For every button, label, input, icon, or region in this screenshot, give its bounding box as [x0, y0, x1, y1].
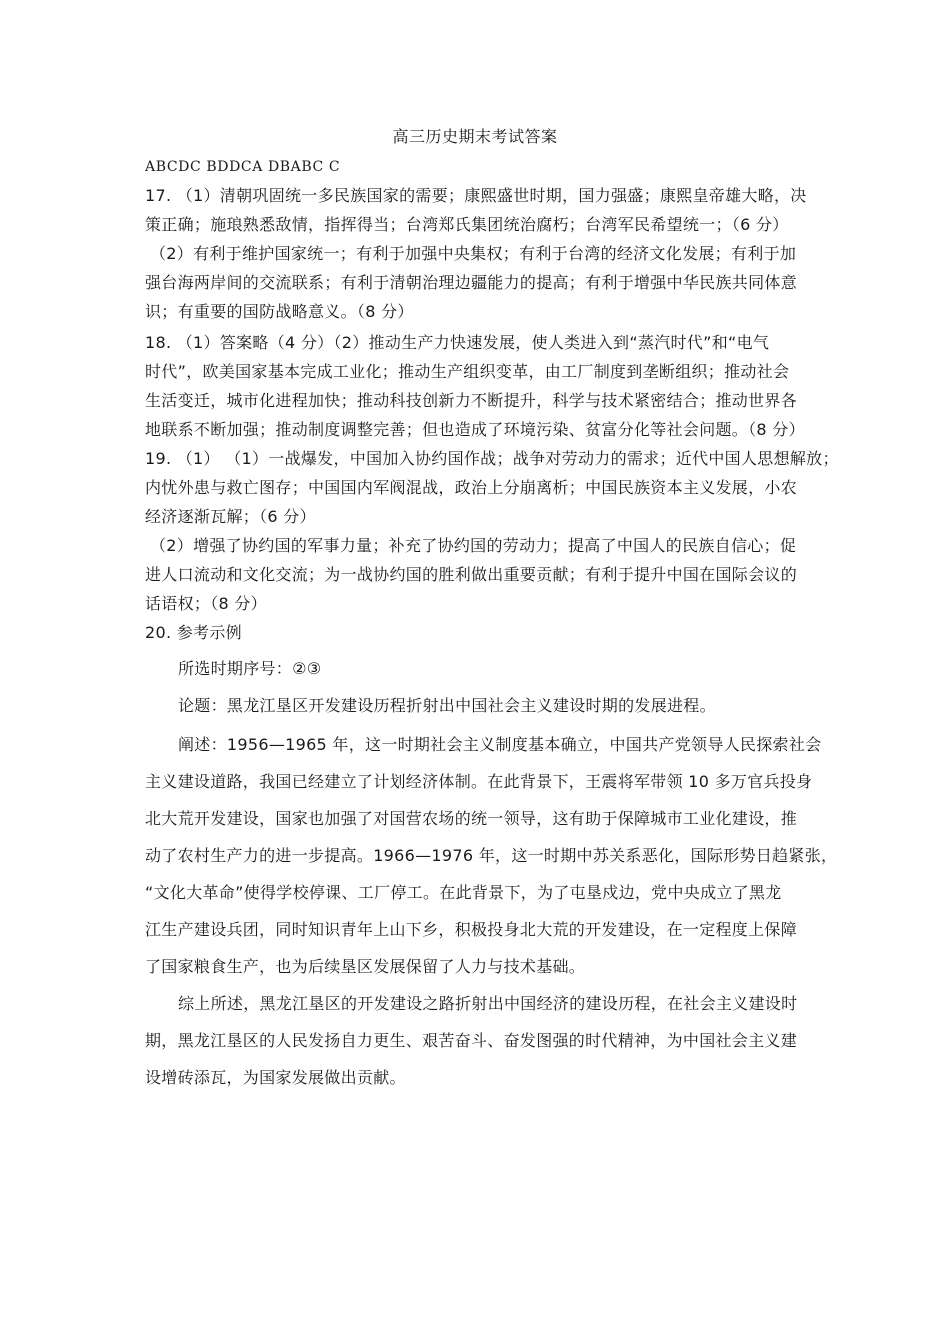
q20-para-1-line-7: 了国家粮食生产，也为后续垦区发展保留了人力与技术基础。 — [145, 957, 586, 976]
q17-line-5: 识；有重要的国防战略意义。（8 分） — [145, 302, 414, 321]
q20-para-1-line-1: 阐述：1956—1965 年，这一时期社会主义制度基本确立，中国共产党领导人民探索社会 — [178, 735, 822, 754]
q20-thesis: 论题：黑龙江垦区开发建设历程折射出中国社会主义建设时期的发展进程。 — [178, 696, 716, 715]
q18-line-1: 18. （1）答案略（4 分）（2）推动生产力快速发展，使人类进入到“蒸汽时代”和“电气 — [145, 333, 770, 352]
q20-para-1-line-6: 江生产建设兵团，同时知识青年上山下乡，积极投身北大荒的开发建设，在一定程度上保障 — [145, 920, 798, 939]
choice-answers: ABCDC BDDCA DBABC C — [145, 159, 341, 175]
q18-line-3: 生活变迁，城市化进程加快；推动科技创新力不断提升，科学与技术紧密结合；推动世界各 — [145, 391, 798, 410]
q19-line-5: 进人口流动和文化交流；为一战协约国的胜利做出重要贡献；有利于提升中国在国际会议的 — [145, 565, 798, 584]
q19-line-6: 话语权；（8 分） — [145, 594, 267, 613]
q20-para-2-line-1: 综上所述，黑龙江垦区的开发建设之路折射出中国经济的建设历程，在社会主义建设时 — [178, 994, 798, 1013]
q19-line-2: 内忧外患与救亡图存；中国国内军阀混战，政治上分崩离析；中国民族资本主义发展，小农 — [145, 478, 798, 497]
q17-line-2: 策正确；施琅熟悉敌情，指挥得当；台湾郑氏集团统治腐朽；台湾军民希望统一；（6 分） — [145, 215, 789, 234]
q18-line-4: 地联系不断加强；推动制度调整完善；但也造成了环境污染、贫富分化等社会问题。（8 分） — [145, 420, 805, 439]
q20-para-1-line-5: “文化大革命”使得学校停课、工厂停工。在此背景下，为了屯垦戍边，党中央成立了黑龙 — [145, 883, 782, 902]
q17-line-4: 强台海两岸间的交流联系；有利于清朝治理边疆能力的提高；有利于增强中华民族共同体意 — [145, 273, 798, 292]
q20-para-1-line-3: 北大荒开发建设，国家也加强了对国营农场的统一领导，这有助于保障城市工业化建设，推 — [145, 809, 798, 828]
q17-line-1: 17. （1）清朝巩固统一多民族国家的需要；康熙盛世时期，国力强盛；康熙皇帝雄大略，决 — [145, 186, 807, 205]
q20-para-1-line-4: 动了农村生产力的进一步提高。1966—1976 年，这一时期中苏关系恶化，国际形势日趋紧张， — [145, 846, 838, 865]
q19-line-1: 19. （1） （1）一战爆发，中国加入协约国作战；战争对劳动力的需求；近代中国人思想解放； — [145, 449, 839, 468]
q19-line-4: （2）增强了协约国的军事力量；补充了协约国的劳动力；提高了中国人的民族自信心；促 — [150, 536, 797, 555]
q19-line-3: 经济逐渐瓦解；（6 分） — [145, 507, 316, 526]
q20-period: 所选时期序号：②③ — [178, 659, 322, 678]
q20-para-2-line-3: 设增砖添瓦，为国家发展做出贡献。 — [145, 1068, 406, 1087]
document-title: 高三历史期末考试答案 — [392, 127, 558, 146]
q20-heading: 20. 参考示例 — [145, 623, 242, 642]
q17-line-3: （2）有利于维护国家统一；有利于加强中央集权；有利于台湾的经济文化发展；有利于加 — [150, 244, 797, 263]
q20-para-2-line-2: 期，黑龙江垦区的人民发扬自力更生、艰苦奋斗、奋发图强的时代精神，为中国社会主义建 — [145, 1031, 798, 1050]
q20-para-1-line-2: 主义建设道路，我国已经建立了计划经济体制。在此背景下，王震将军带领 10 多万官兵投身 — [145, 772, 813, 791]
q18-line-2: 时代”，欧美国家基本完成工业化；推动生产组织变革，由工厂制度到垄断组织；推动社会 — [145, 362, 790, 381]
